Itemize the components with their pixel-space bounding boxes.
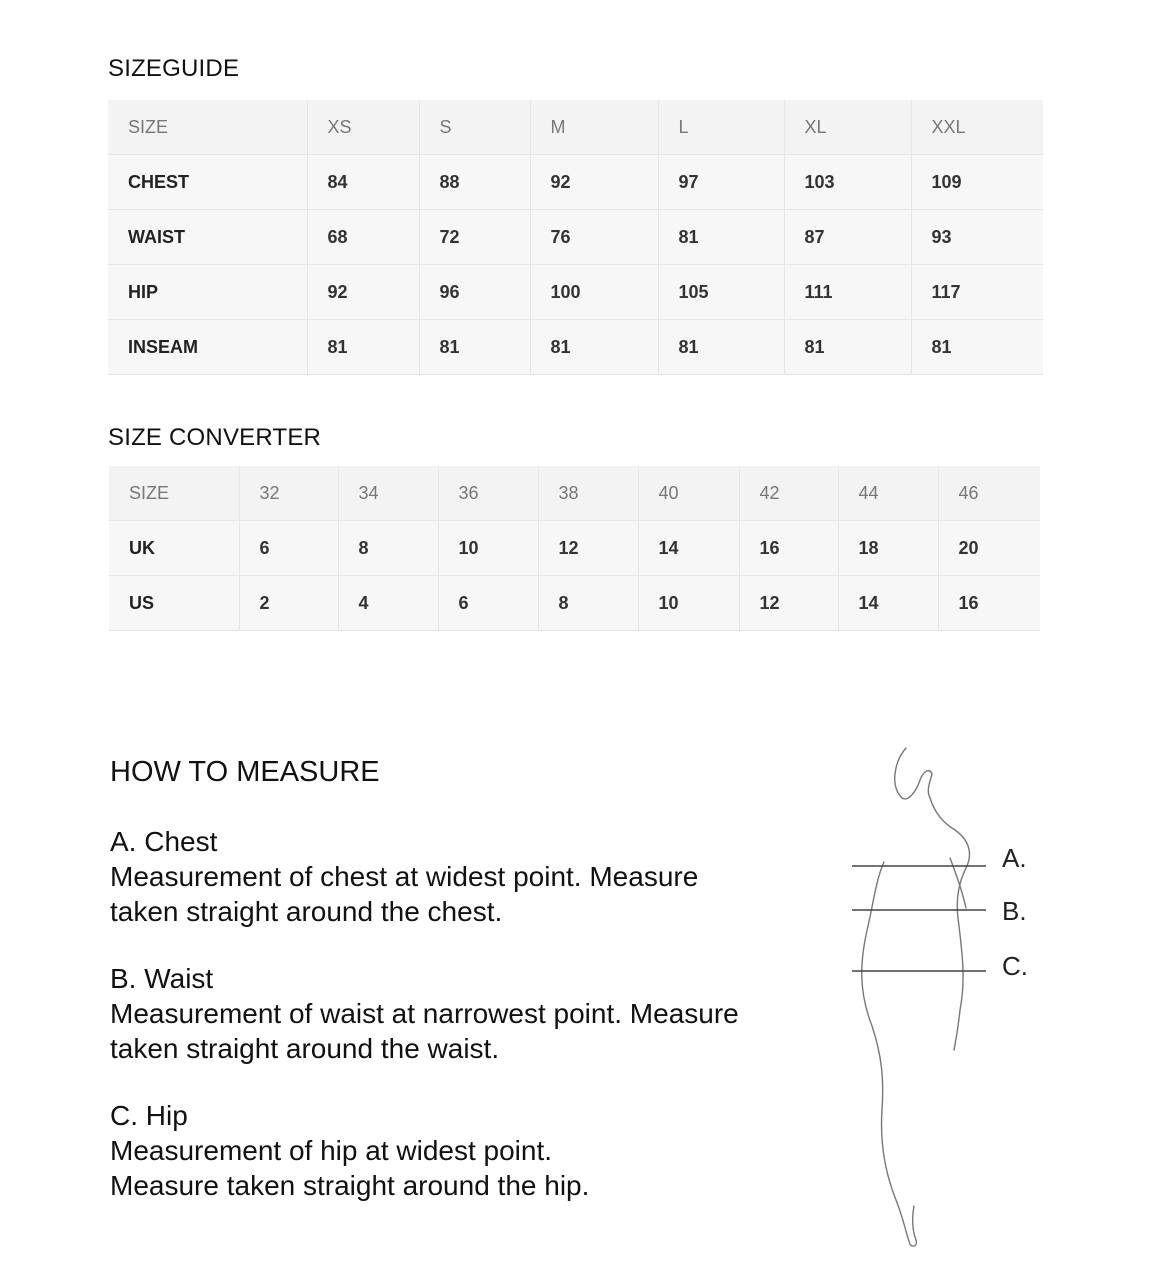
table-cell: 16: [938, 576, 1040, 631]
back-outline: [930, 798, 970, 1050]
header-cell: 46: [938, 466, 1040, 521]
row-label: WAIST: [108, 210, 307, 265]
row-label: US: [109, 576, 239, 631]
table-cell: 109: [911, 155, 1043, 210]
table-cell: 117: [911, 265, 1043, 320]
header-cell: XS: [307, 100, 419, 155]
table-cell: 103: [784, 155, 911, 210]
table-cell: 10: [638, 576, 739, 631]
size-converter-header-row: [109, 466, 1040, 521]
table-cell: 96: [419, 265, 530, 320]
table-row: [108, 210, 1043, 265]
measure-item-waist: [110, 961, 790, 1066]
table-cell: 6: [239, 521, 338, 576]
table-cell: 100: [530, 265, 658, 320]
measure-description: Measure taken straight around the hip.: [110, 1170, 590, 1201]
header-cell: S: [419, 100, 530, 155]
table-cell: 92: [530, 155, 658, 210]
header-cell: L: [658, 100, 784, 155]
how-to-measure-title: HOW TO MEASURE: [110, 756, 380, 788]
table-cell: 68: [307, 210, 419, 265]
row-label: CHEST: [108, 155, 307, 210]
table-cell: 2: [239, 576, 338, 631]
row-label: UK: [109, 521, 239, 576]
header-cell: SIZE: [109, 466, 239, 521]
measure-description: taken straight around the waist.: [110, 1033, 500, 1064]
table-cell: 88: [419, 155, 530, 210]
header-cell: 40: [638, 466, 739, 521]
table-cell: 12: [538, 521, 638, 576]
table-cell: 14: [638, 521, 739, 576]
measure-description: Measurement of waist at narrowest point. Measure: [110, 998, 739, 1029]
measure-description: taken straight around the chest.: [110, 896, 503, 927]
table-row: [109, 521, 1040, 576]
table-cell: 81: [784, 320, 911, 375]
measure-item-chest: [110, 824, 790, 929]
table-cell: 12: [739, 576, 838, 631]
table-cell: 97: [658, 155, 784, 210]
size-converter-table: [109, 466, 1040, 631]
measure-heading: C. Hip: [110, 1100, 188, 1131]
table-cell: 20: [938, 521, 1040, 576]
row-label: HIP: [108, 265, 307, 320]
table-cell: 81: [911, 320, 1043, 375]
header-cell: 38: [538, 466, 638, 521]
header-cell: XXL: [911, 100, 1043, 155]
table-cell: 8: [538, 576, 638, 631]
table-cell: 14: [838, 576, 938, 631]
header-cell: 44: [838, 466, 938, 521]
table-cell: 16: [739, 521, 838, 576]
table-cell: 81: [658, 210, 784, 265]
label-b: B.: [1002, 896, 1027, 926]
table-cell: 18: [838, 521, 938, 576]
table-cell: 81: [658, 320, 784, 375]
header-cell: 32: [239, 466, 338, 521]
table-row: [108, 265, 1043, 320]
header-cell: 36: [438, 466, 538, 521]
table-cell: 105: [658, 265, 784, 320]
size-guide-header-row: [108, 100, 1043, 155]
table-cell: 92: [307, 265, 419, 320]
measure-heading: B. Waist: [110, 963, 214, 994]
table-cell: 10: [438, 521, 538, 576]
header-cell: 34: [338, 466, 438, 521]
header-cell: M: [530, 100, 658, 155]
measure-item-hip: [110, 1098, 790, 1203]
table-cell: 111: [784, 265, 911, 320]
header-cell: SIZE: [108, 100, 307, 155]
table-cell: 81: [419, 320, 530, 375]
label-c: C.: [1002, 951, 1028, 981]
table-cell: 8: [338, 521, 438, 576]
front-outline: [862, 862, 917, 1246]
header-cell: XL: [784, 100, 911, 155]
size-converter-title: SIZE CONVERTER: [108, 424, 322, 451]
table-row: [109, 576, 1040, 631]
table-cell: 87: [784, 210, 911, 265]
measure-heading: A. Chest: [110, 826, 218, 857]
table-cell: 84: [307, 155, 419, 210]
header-cell: 42: [739, 466, 838, 521]
table-cell: 81: [530, 320, 658, 375]
table-cell: 93: [911, 210, 1043, 265]
table-cell: 76: [530, 210, 658, 265]
head-outline: [895, 748, 932, 799]
table-row: [108, 320, 1043, 375]
size-guide-title: SIZEGUIDE: [108, 55, 240, 82]
body-measurement-figure: [840, 740, 1060, 1260]
label-a: A.: [1002, 843, 1027, 873]
table-cell: 72: [419, 210, 530, 265]
measure-description: Measurement of hip at widest point.: [110, 1135, 553, 1166]
row-label: INSEAM: [108, 320, 307, 375]
measure-description: Measurement of chest at widest point. Measure: [110, 861, 699, 892]
table-cell: 4: [338, 576, 438, 631]
table-cell: 81: [307, 320, 419, 375]
table-cell: 6: [438, 576, 538, 631]
size-guide-table: [108, 100, 1043, 375]
table-row: [108, 155, 1043, 210]
